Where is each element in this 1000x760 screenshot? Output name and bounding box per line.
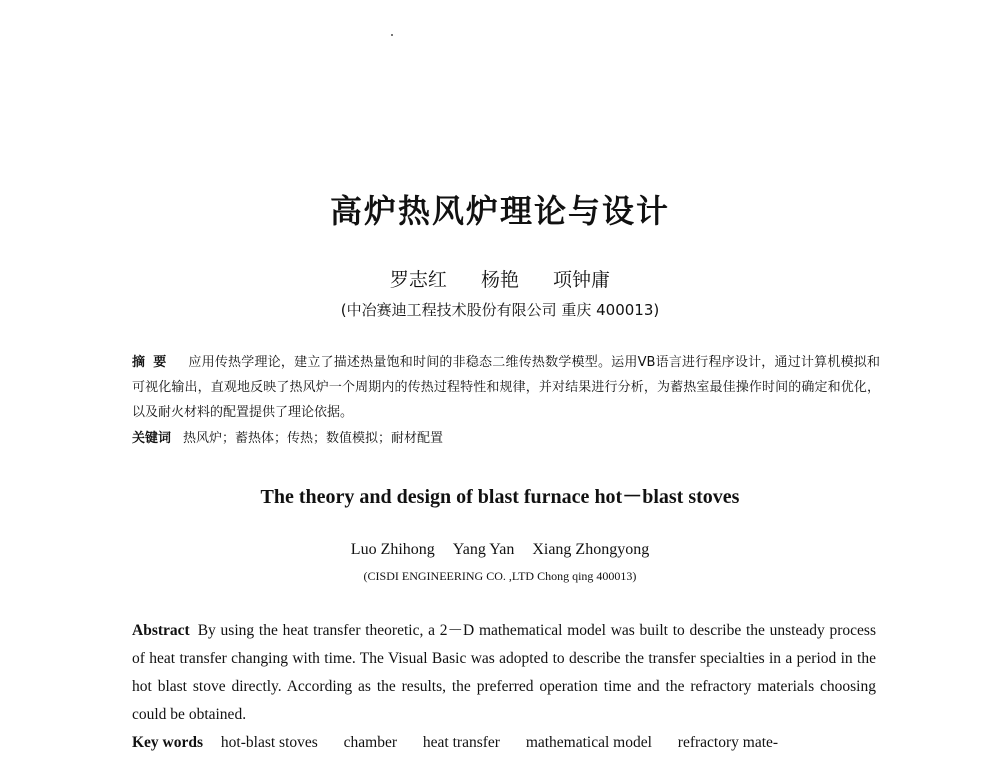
cn-author-1: 罗志红	[389, 269, 447, 291]
en-author-1: Luo Zhihong	[350, 541, 435, 558]
en-keywords-label: Key words	[132, 734, 204, 751]
cn-abstract-label: 摘要	[132, 355, 175, 370]
en-keyword: heat transfer	[422, 734, 500, 751]
cn-authors	[0, 265, 1000, 292]
cn-affiliation: (中冶赛迪工程技术股份有限公司 重庆 400013)	[340, 301, 660, 319]
en-keywords	[132, 729, 882, 757]
cn-author-2: 杨艳	[480, 269, 519, 291]
en-keyword: mathematical model	[525, 734, 652, 751]
en-abstract-text: By using the heat transfer theoretic, a 2－D mathematical model was built to describe the unsteady process of heat transfer changing with time. The Visual Basic was adopted to describe the transfer specialties in a period in the hot blast stove directly. According as the results, the preferred operation time and the refractory materials choosing could be obtained.	[132, 622, 876, 723]
cn-title: 高炉热风炉理论与设计	[329, 192, 670, 230]
en-authors	[0, 541, 1000, 559]
en-affiliation: (CISDI ENGINEERING CO. ,LTD Chong qing 400013)	[363, 569, 637, 583]
en-abstract	[132, 617, 876, 729]
cn-keywords	[132, 426, 880, 451]
cn-author-3: 项钟庸	[553, 269, 611, 291]
en-abstract-label: Abstract	[132, 622, 190, 639]
cn-keywords-text: 热风炉；蓄热体；传热；数值模拟；耐材配置	[183, 431, 444, 446]
cn-keywords-label: 关键词	[132, 431, 172, 446]
scan-speck	[391, 34, 393, 36]
en-keyword: chamber	[343, 734, 398, 751]
cn-abstract	[132, 350, 880, 425]
en-author-2: Yang Yan	[452, 541, 515, 558]
en-keyword: refractory mate-	[677, 734, 779, 751]
en-author-3: Xiang Zhongyong	[532, 541, 650, 558]
en-title: The theory and design of blast furnace hot－blast stoves	[260, 486, 740, 508]
cn-abstract-text: 应用传热学理论，建立了描述热量饱和时间的非稳态二维传热数学模型。运用VB语言进行程序设计，通过计算机模拟和可视化输出，直观地反映了热风炉一个周期内的传热过程特性和规律，并对结果进行分析，为蓄热室最佳操作时间的确定和优化，以及耐火材料的配置提供了理论依据。	[132, 355, 880, 420]
en-keyword: hot-blast stoves	[220, 734, 318, 751]
